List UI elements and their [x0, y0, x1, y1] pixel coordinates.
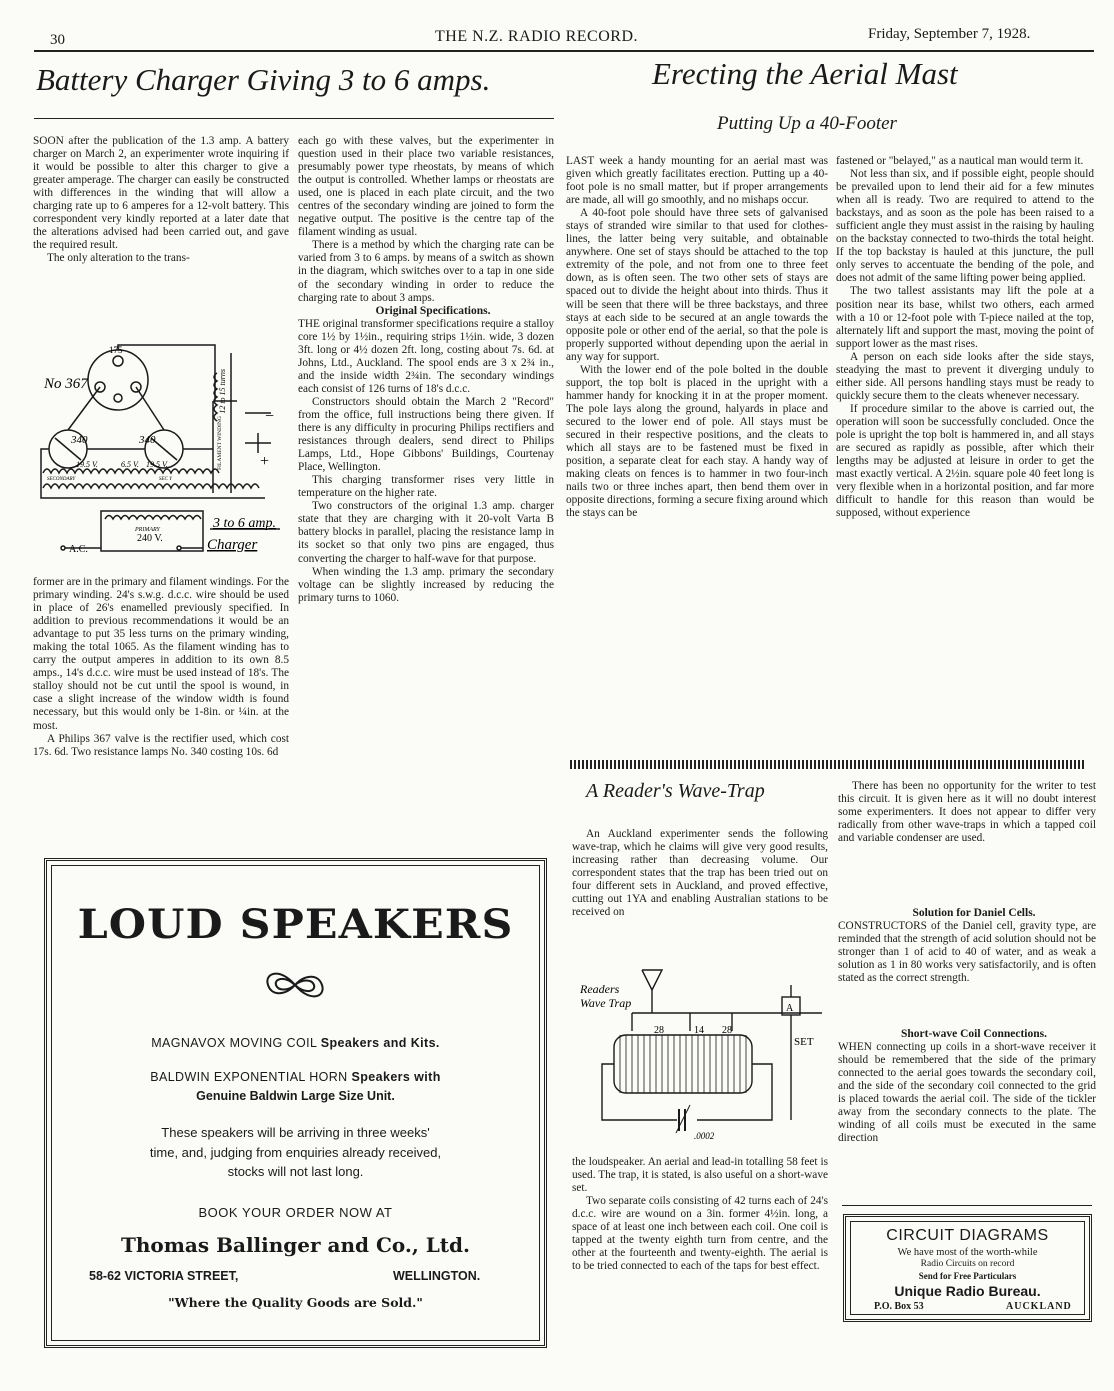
- charger-circuit-diagram: [35, 343, 293, 565]
- wavetrap-col3-bottom: [572, 1156, 828, 1336]
- ad-baldwin-rest: Speakers with: [351, 1070, 441, 1084]
- ad-line-magnavox: [47, 1036, 544, 1050]
- ornament-icon: [260, 965, 330, 1005]
- paragraph: The two tallest assistants may lift the pole at a position near its base, whilst two others, each armed with a 10 or 12-foot pole with T-piece nailed at the top, alternately lift and support the mast, moving the point of support lower as the mast rises.: [836, 285, 1094, 350]
- headline-battery-charger: Battery Charger Giving 3 to 6 amps.: [36, 62, 491, 97]
- paragraph: each go with these valves, but the experimenter in question used in their place two variable resistances, presumably power type rheostats, by means of which the output is controlled. Whether lamps or rheostats are used, one is placed in each plate circuit, and the two centres of the secondary winding are joined to form the negative output. The positive is the centre tap of the filament winding as usual.: [298, 135, 554, 239]
- headline-wave-trap: A Reader's Wave-Trap: [586, 780, 765, 802]
- wavetrap-tap3: 28: [722, 1025, 732, 1036]
- ad-magnavox-rest: Speakers and Kits.: [320, 1036, 440, 1050]
- wavetrap-set-label: SET: [794, 1036, 814, 1048]
- paragraph: WHEN connecting up coils in a short-wave receiver it should be remembered that the side of the primary connected to the aerial goes towards the secondary coil, and the side of the secondary coil connected to the grid is placed towards the aerial coil. The side of the tickler away from the secondary connects to the plate. The winding of all coils must be executed in the same direction: [838, 1041, 1096, 1145]
- diagram-label-filament: FILAMENT WINDING: [217, 416, 223, 470]
- wavetrap-cap-label: .0002: [694, 1131, 715, 1141]
- masthead-date: Friday, September 7, 1928.: [868, 26, 1031, 42]
- diagram-caption-line2: Charger: [207, 537, 258, 553]
- paragraph: THE original transformer specifications require a stalloy core 1½ by 1½in., requiring strips 1½in. wide, 3 dozen 3ft. long or 4½ dozen 2ft. long, costing about 7s. 6d. at Johns, Ltd., Auckland. The spool ends are 3 x 2¾ in., and the inside width 2¾in. The secondary windings each consist of 126 turns of 18's d.c.c.: [298, 317, 554, 395]
- headline-rule-left: [34, 118, 554, 119]
- circuit-ad-title: CIRCUIT DIAGRAMS: [886, 1227, 1049, 1244]
- paragraph: former are in the primary and filament windings. For the primary winding. 24's s.w.g. d.c.c. wire should be used in place of 26's enamelled previously specified. In addition to previous recommendations it would be an advantage to put 35 less turns on the primary winding, making the total 1065. As the filament winding has to carry the output amperes in addition to its own 8.5 amps., 14's d.c.c. wire must be used instead of 18's. The stalloy should not be cut until the spool is wound, in case a slight increase of the window width is found necessary, but this would only be 1-8in. or ¼in. at the most.: [33, 576, 289, 732]
- masthead-rule: [34, 50, 1094, 52]
- paragraph: The only alteration to the trans-: [47, 252, 190, 265]
- paragraph: Two separate coils consisting of 42 turns each of 24's d.c.c. wire are wound on a 3in. former 4½in. long, a space of at least one inch between each coil. One coil is tapped at the twenty eighth turn from centre, and the other at the fourteenth and twenty-eighth. The aerial is to be tried connected to each of the taps for best effect.: [572, 1195, 828, 1273]
- ad-body-line2: time, and, judging from enquiries already received,: [149, 1145, 442, 1160]
- wave-trap-diagram: [572, 965, 830, 1150]
- paragraph: CONSTRUCTORS of the Daniel cell, gravity type, are reminded that the strength of acid solution should not be stronger than 1 of acid to 40 of water, and as weak a solution as 1 in 80 works very satisfactorily, and is often stated as the correct strength.: [838, 920, 1096, 985]
- circuit-ad-box: P.O. Box 53: [874, 1301, 924, 1312]
- section-divider: [570, 760, 1086, 769]
- circuit-diagrams-advertisement: [843, 1214, 1092, 1322]
- page-number: 30: [50, 32, 65, 48]
- diagram-label-primary: PRIMARY: [135, 527, 160, 533]
- ad-address: 58-62 VICTORIA STREET,: [89, 1269, 239, 1283]
- wavetrap-col4-top: [838, 780, 1096, 880]
- paragraph: LAST week a handy mounting for an aerial mast was given which greatly facilitates erection. Putting up a 40-foot pole is no small matter, but if proper arrangements are made, all will go smoothly, and no mishaps occur.: [566, 155, 828, 207]
- daniel-cells-article: [838, 907, 1096, 1025]
- ad-line-baldwin: [47, 1070, 544, 1084]
- charger-col1-top: [33, 135, 289, 331]
- circuit-ad-company: Unique Radio Bureau.: [894, 1283, 1041, 1299]
- diagram-label-plus: +: [260, 453, 270, 470]
- masthead-title: THE N.Z. RADIO RECORD.: [435, 28, 638, 45]
- diagram-label-volts-right: 19.5 V.: [146, 460, 168, 469]
- paragraph: fastened or "belayed," as a nautical man would term it.: [836, 155, 1084, 167]
- diagram-label-minus: −: [265, 408, 275, 425]
- diagram-label-240v: 240 V.: [137, 533, 163, 544]
- ad-body-line1: These speakers will be arriving in three weeks': [161, 1125, 430, 1140]
- wavetrap-title-line1: Readers: [580, 982, 620, 996]
- mast-col4: [836, 155, 1094, 753]
- ad-title: LOUD SPEAKERS: [77, 901, 514, 948]
- circuit-ad-line1: We have most of the worth-while: [897, 1247, 1038, 1258]
- headline-aerial-mast: Erecting the Aerial Mast: [652, 56, 958, 91]
- subhead-daniel-cells: Solution for Daniel Cells.: [912, 907, 1036, 919]
- paragraph: When winding the 1.3 amp. primary the secondary voltage can be slightly increased by reducing the primary turns to 1060.: [298, 565, 554, 604]
- diagram-label-ac: A.C.: [69, 544, 88, 555]
- diagram-label-volts-mid: 6.5 V.: [121, 460, 139, 469]
- shortwave-coil-article: [838, 1028, 1096, 1204]
- shortwave-rule: [842, 1205, 1092, 1206]
- paragraph: Constructors should obtain the March 2 "Record" from the office, full instructions being there given. If there is any difficulty in procuring Philips rectifiers and resistances through dealers, send direct to Philips Lamps, Ltd., Hope Gibbons' Buildings, Courtenay Place, Wellington.: [298, 395, 554, 474]
- ad-slogan: "Where the Quality Goods are Sold.": [168, 1295, 423, 1310]
- ad-city: WELLINGTON.: [393, 1269, 481, 1283]
- diagram-label-175: 175: [109, 345, 123, 355]
- subhead-original-specifications: Original Specifications.: [375, 304, 491, 317]
- paragraph: If procedure similar to the above is carried out, the operation will soon be successfully concluded. Once the pole is upright the top bolt is hammered in, and all stays are secured as rapidly as possible, after which their lengths may be adjusted at leisure in order to get the mast exactly vertical. A 2½in. square pole 40 feet long is very flexible when in a horizontal position, and far more difficult to handle for this reason than would be supposed, without experience: [836, 402, 1094, 520]
- paragraph: A Philips 367 valve is the rectifier used, which cost 17s. 6d. Two resistance lamps No. 340 costing 10s. 6d: [33, 732, 289, 758]
- paragraph: SOON after the publication of the 1.3 amp. A battery charger on March 2, an experimenter wrote inquiring if it would be possible to alter this charger to give a greater amperage. The charger can easily be constructed with differences in the winding that will allow a charging rate up to 6 amperes for a 12-volt battery. This correspondent very kindly reported at a later date that the alterations advised had been carried out, and gave the required result.: [33, 135, 289, 252]
- diagram-label-lamp-right: 340: [139, 434, 156, 446]
- diagram-label-no367: No 367: [44, 376, 88, 392]
- diagram-label-tap: 12 to 15 turns: [218, 369, 227, 414]
- wavetrap-col3-top: [572, 828, 828, 958]
- paragraph: A person on each side looks after the side stays, steadying the mast to prevent it diverging unduly to either side. All persons handling stays must be ready to quickly secure them to the cleats whenever necessary.: [836, 350, 1094, 402]
- ad-line-genuine: Genuine Baldwin Large Size Unit.: [196, 1089, 395, 1103]
- paragraph: This charging transformer rises very little in temperature on the higher rate.: [298, 474, 554, 500]
- loud-speakers-advertisement: [44, 858, 547, 1348]
- paragraph: An Auckland experimenter sends the following wave-trap, which he claims will give very good results, increasing rather than decreasing volume. Our correspondent states that the trap has been tried out on four different sets in Auckland, and proved effective, cutting out 1YA and enabling Australian stations to be received on: [572, 828, 828, 919]
- paragraph: There has been no opportunity for the writer to test this circuit. It is given here as it will no doubt interest some experimenters. It does not appear to differ very radically from other wave-traps in which a tapped coil and variable condenser are used.: [838, 780, 1096, 845]
- subhead-shortwave-coils: Short-wave Coil Connections.: [901, 1028, 1047, 1040]
- ad-company: Thomas Ballinger and Co., Ltd.: [120, 1233, 470, 1257]
- paragraph: Not less than six, and if possible eight, people should be prevailed upon to lend their aid for a few minutes when all is ready. Two are required to attend to the backstays, and as soon as the pole has been raised to a sufficient angle they must assist in the raising by hauling on the backstay connected to two-thirds the total height. If the top backstay is hauled at this juncture, the pull only serves to accentuate the bending of the pole, and does not admit of the same lifting power being applied.: [836, 168, 1094, 285]
- wavetrap-earth-label: A: [786, 1003, 794, 1014]
- paragraph: A 40-foot pole should have three sets of galvanised stays of stranded wire similar to that used for clothes-lines, the latter being very suitable, and obtainable anywhere. One set of stays should be attached to the top extremity of the pole, and not from one to three feet down, as is often seen. The two other sets of stays are spaced out to divide the height about into thirds. Thus it will be seen that there will be three backstays, and three stays at each side to be secured at an angle towards the opposite pole or other end of the aerial, so that the pole is properly supported without depending upon the aerial in any way for support.: [566, 207, 828, 363]
- paragraph: There is a method by which the charging rate can be varied from 3 to 6 amps. by means of a switch as shown in the diagram, which switches over to a tap in one side of the secondary winding in order to reduce the charging rate to about 3 amps.: [298, 239, 554, 304]
- circuit-ad-line2: Radio Circuits on record: [920, 1259, 1015, 1269]
- ad-body-line3: stocks will not last long.: [227, 1164, 364, 1179]
- diagram-caption-line1: 3 to 6 amp.: [213, 516, 276, 531]
- diagram-label-secondary-right: SEC Y: [159, 477, 172, 482]
- charger-col1-bottom: [33, 576, 289, 852]
- wavetrap-title-line2: Wave Trap: [580, 996, 632, 1010]
- subheadline-40-footer: Putting Up a 40-Footer: [717, 113, 897, 134]
- diagram-label-secondary: SECONDARY: [47, 477, 76, 482]
- diagram-label-volts-left: 19.5 V.: [76, 460, 98, 469]
- wavetrap-tap2: 14: [694, 1025, 704, 1036]
- wavetrap-tap1: 28: [654, 1025, 664, 1036]
- paragraph: With the lower end of the pole bolted in the double support, the top bolt is placed in the upright with a hammer handy for knocking it in at the proper moment. The pole lays along the ground, halyards in place and secured to the lower end of pole. All stays must be secured in their respective positions, and the cleats to which all stays are to be fastened must be fixed in position, a separate cleat for each stay. A handy way of making cleats on fences is to hammer in two four-inch nails two or three inches apart, then bend them over in opposite directions, forming a secure fixing around which the stays can be: [566, 363, 828, 520]
- ad-cta: BOOK YOUR ORDER NOW AT: [198, 1205, 393, 1220]
- mast-col3: [566, 155, 828, 753]
- ad-baldwin-main: BALDWIN EXPONENTIAL HORN: [150, 1070, 348, 1084]
- circuit-ad-line3: Send for Free Particulars: [918, 1271, 1017, 1281]
- circuit-ad-city: AUCKLAND: [1006, 1301, 1072, 1312]
- paragraph: Two constructors of the original 1.3 amp. charger state that they are charging with it 20-volt Varta B battery blocks in parallel, placing the resistance lamp in its socket so that only two pins are engaged, thus converting the charger to half-wave for that purpose.: [298, 500, 554, 565]
- diagram-label-lamp-left: 340: [71, 434, 88, 446]
- charger-col2: [298, 135, 554, 851]
- paragraph: the loudspeaker. An aerial and lead-in totalling 58 feet is used. The trap, it is stated, is also useful on a short-wave set.: [572, 1156, 828, 1195]
- ad-magnavox-main: MAGNAVOX MOVING COIL: [151, 1036, 317, 1050]
